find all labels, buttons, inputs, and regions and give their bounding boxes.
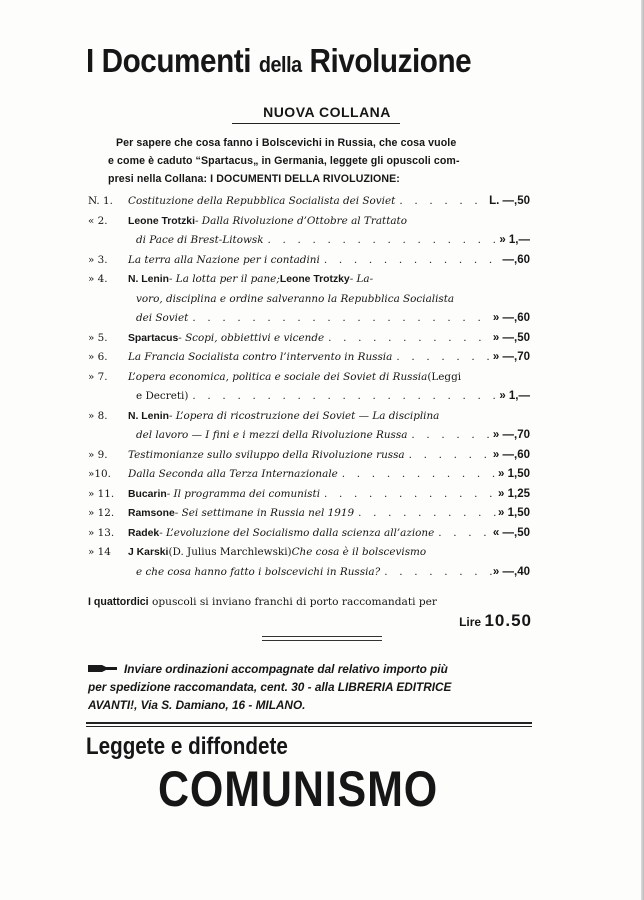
item-title: - Il programma dei comunisti <box>166 487 321 500</box>
series-subtitle: NUOVA COLLANA <box>263 104 391 120</box>
item-title: - L’opera di ricostruzione dei Soviet — La disciplina <box>168 409 440 422</box>
list-item <box>88 446 530 466</box>
item-title-cont: di Pace di Brest-Litowsk <box>136 234 264 246</box>
item-number: » 8. <box>88 409 108 422</box>
item-price: » —,60 <box>492 448 530 461</box>
intro-line: Per sapere che cosa fanno i Bolscevichi in Russia, che cosa vuole <box>116 137 457 149</box>
item-title-plain: (D. Julius Marchlewski) <box>168 546 292 558</box>
leader-dots <box>354 504 498 524</box>
item-title-plain: (Leggi <box>427 370 462 383</box>
item-author: Ramsone <box>128 508 175 519</box>
summary-bold: I quattordici <box>88 596 149 608</box>
item-price: » 1,50 <box>498 507 530 519</box>
list-item <box>88 465 530 485</box>
list-item <box>88 524 530 544</box>
item-number: « 2. <box>88 214 108 227</box>
order-instructions <box>88 660 538 714</box>
item-price: —,60 <box>502 253 530 266</box>
item-number: » 4. <box>88 273 108 285</box>
list-item <box>88 329 530 349</box>
item-number: » 13. <box>88 526 115 539</box>
item-title: - La lotta per il pane; <box>168 273 280 285</box>
subtitle-underline <box>232 123 400 124</box>
item-number: » 12. <box>88 507 115 519</box>
item-author: Spartacus <box>128 332 179 344</box>
headline: COMUNISMO <box>158 761 439 817</box>
leader-dots <box>434 524 493 544</box>
intro-line: presi nella Collana: I DOCUMENTI DELLA RIVOLUZIONE: <box>108 173 400 185</box>
item-author: Radek <box>128 527 160 539</box>
item-number: » 3. <box>88 253 108 266</box>
item-title-cont: dei Soviet <box>136 312 189 324</box>
item-price: » 1,— <box>499 390 530 402</box>
title-part-3: Rivoluzione <box>309 42 472 79</box>
item-price: » —,70 <box>492 351 530 363</box>
leader-dots <box>320 251 503 271</box>
item-number: » 9. <box>88 448 108 461</box>
item-price: » —,70 <box>492 429 530 441</box>
item-title: La Francia Socialista contro l’intervento in Russia <box>128 351 393 363</box>
item-number: N. 1. <box>88 195 113 207</box>
leader-dots <box>407 426 493 446</box>
item-title: - Dalla Rivoluzione d’Ottobre al Trattato <box>194 214 407 227</box>
item-number: » 14 <box>88 546 111 558</box>
item-title-cont: voro, disciplina e ordine salveranno la Repubblica Socialista <box>136 292 455 305</box>
item-price: » —,60 <box>492 312 530 324</box>
list-item <box>88 192 530 212</box>
pointing-hand-icon <box>88 660 118 669</box>
item-number: » 7. <box>88 370 108 383</box>
total-label: Lire <box>459 615 482 629</box>
list-item <box>88 504 530 524</box>
item-number: » 6. <box>88 351 108 363</box>
item-author: Bucarin <box>128 488 167 500</box>
item-price: » —,40 <box>492 565 530 578</box>
leader-dots <box>264 231 500 251</box>
intro-line: e come è caduto “Spartacus„ in Germania, leggete gli opuscoli com- <box>108 155 460 167</box>
item-title-cont: del lavoro — I fini e i mezzi della Rivoluzione Russa <box>136 429 408 441</box>
item-number: » 5. <box>88 331 108 344</box>
section-divider <box>86 722 532 727</box>
leader-dots <box>324 329 493 349</box>
item-title: - L’evoluzione del Socialismo dalla scienza all’azione <box>159 526 435 539</box>
order-line: Inviare ordinazioni accompagnate dal relativo importo più <box>124 662 448 676</box>
item-title: L’opera economica, politica e sociale dei Soviet di Russia <box>128 370 428 383</box>
leader-dots <box>338 465 498 485</box>
item-title-part: - La- <box>349 273 374 285</box>
title-part-1: I Documenti <box>86 42 252 79</box>
order-line: per spedizione raccomandata, cent. 30 - alla LIBRERIA EDITRICE <box>88 680 452 694</box>
item-title: Che cosa è il bolscevismo <box>291 546 427 558</box>
pamphlet-list <box>88 192 530 582</box>
item-author: Leone Trotzki <box>128 215 195 227</box>
list-item <box>88 212 530 251</box>
list-item <box>88 407 530 446</box>
item-title-cont: e Decreti) <box>136 390 189 402</box>
item-title: Testimonianze sullo sviluppo della Rivoluzione russa <box>128 448 405 461</box>
leader-dots <box>380 563 493 583</box>
leader-dots <box>392 348 493 368</box>
item-title: La terra alla Nazione per i contadini <box>128 253 320 266</box>
list-item <box>88 485 530 505</box>
summary-line <box>88 593 532 612</box>
item-author-2: Leone Trotzky <box>279 274 350 285</box>
item-number: » 11. <box>88 487 115 500</box>
list-item <box>88 251 530 271</box>
title-part-2: della <box>258 52 302 77</box>
item-title: - Scopi, obbiettivi e vicende <box>178 331 325 344</box>
list-item <box>88 348 530 368</box>
item-price: L. —,50 <box>489 195 530 207</box>
item-author: J Karski <box>128 547 169 558</box>
total-amount: 10.50 <box>484 611 532 630</box>
slogan: Leggete e diffondete <box>86 733 288 760</box>
item-title: Dalla Seconda alla Terza Internazionale <box>128 468 338 480</box>
leader-dots <box>188 387 499 407</box>
item-number: »10. <box>88 468 111 480</box>
item-price: » 1,— <box>499 234 530 246</box>
ornament-divider <box>262 636 382 641</box>
item-price: » 1,25 <box>498 487 530 500</box>
item-price: « —,50 <box>492 526 530 539</box>
item-author: N. Lenin <box>128 274 169 285</box>
list-item <box>88 368 530 407</box>
total-price <box>459 611 532 631</box>
item-title-cont: e che cosa hanno fatto i bolscevichi in Russia? <box>136 565 381 578</box>
item-price: » —,50 <box>492 331 530 344</box>
leader-dots <box>395 192 489 212</box>
leader-dots <box>320 485 498 505</box>
list-item <box>88 270 530 329</box>
list-item <box>88 543 530 582</box>
leader-dots <box>188 309 493 329</box>
intro-paragraph <box>108 134 528 188</box>
order-line: AVANTI!, Via S. Damiano, 16 - MILANO. <box>88 698 306 712</box>
page-title <box>86 42 500 80</box>
summary-text: opuscoli si inviano franchi di porto raccomandati per <box>148 596 437 608</box>
item-author: N. Lenin <box>128 410 169 422</box>
item-title: Costituzione della Repubblica Socialista dei Soviet <box>128 195 396 207</box>
item-title: - Sei settimane in Russia nel 1919 <box>174 507 355 519</box>
item-price: » 1,50 <box>498 468 530 480</box>
leader-dots <box>405 446 493 466</box>
